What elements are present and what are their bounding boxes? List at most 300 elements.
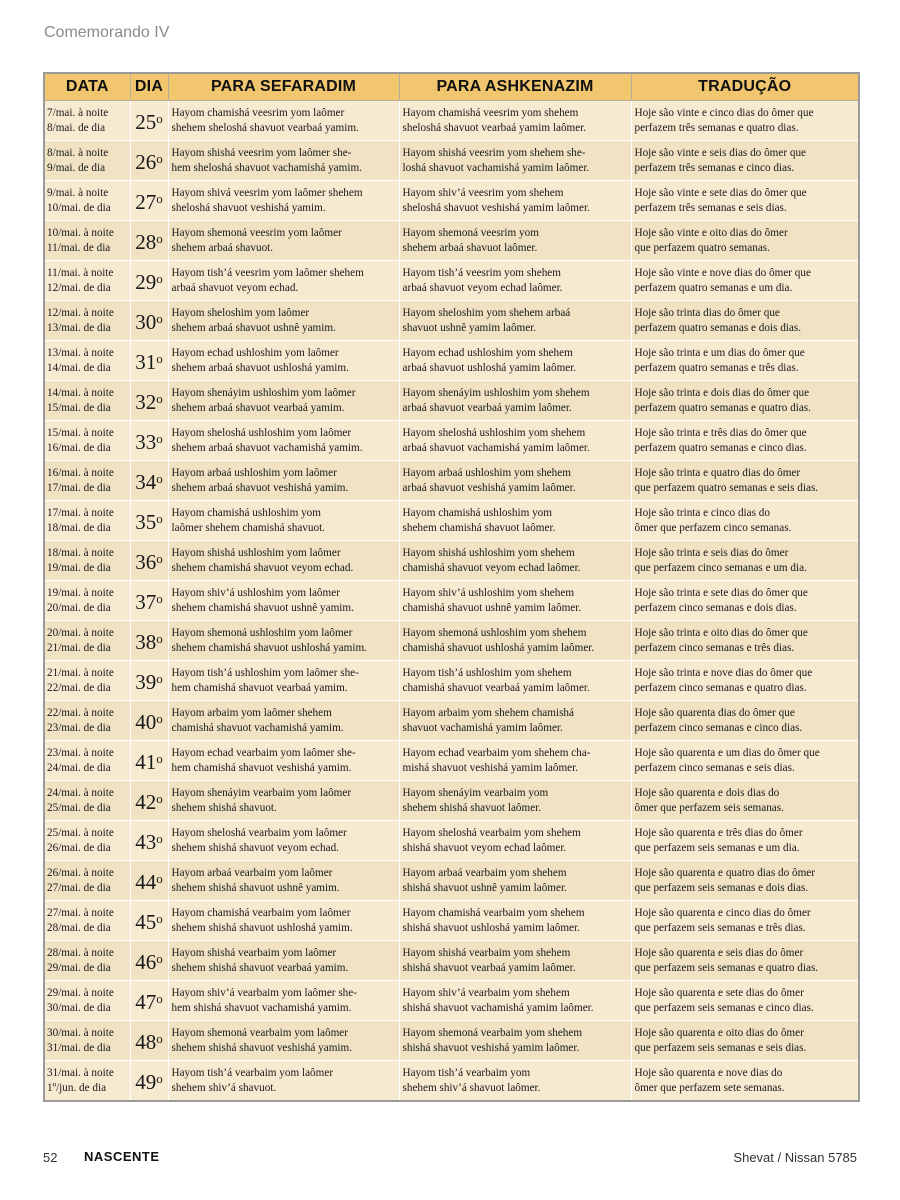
traducao-line: perfazem três semanas e quatro dias. xyxy=(634,121,799,134)
date-night: 31/mai. à noite xyxy=(47,1067,114,1079)
table-row xyxy=(44,541,859,581)
day-number-cell xyxy=(130,621,168,661)
table-row xyxy=(44,461,859,501)
traducao-line: Hoje são trinta dias do ômer que xyxy=(634,307,780,319)
ashkenazim-line: shavuot vachamishá yamim laômer. xyxy=(402,721,563,734)
traducao-cell xyxy=(631,581,859,621)
sefaradim-line: Hayom shenáyim vearbaim yom laômer xyxy=(171,787,352,799)
ashkenazim-line: shehem shishá shavuot laômer. xyxy=(402,801,542,814)
day-number-cell xyxy=(130,941,168,981)
date-day: 31/mai. de dia xyxy=(47,1041,111,1054)
day-number: 49 xyxy=(135,1069,157,1094)
omer-count-table xyxy=(43,72,860,1102)
traducao-line: Hoje são trinta e cinco dias do xyxy=(634,507,770,519)
ordinal-indicator: o xyxy=(156,710,163,726)
day-number-cell xyxy=(130,1021,168,1061)
day-number-cell xyxy=(130,981,168,1021)
ashkenazim-line: Hayom shishá vearbaim yom shehem xyxy=(402,947,571,959)
date-day: 12/mai. de dia xyxy=(47,281,111,294)
traducao-cell xyxy=(631,261,859,301)
date-cell xyxy=(44,381,130,421)
traducao-cell xyxy=(631,901,859,941)
ashkenazim-line: Hayom echad ushloshim yom shehem xyxy=(402,347,573,359)
day-number: 43 xyxy=(135,829,157,854)
table-row xyxy=(44,261,859,301)
date-cell xyxy=(44,621,130,661)
date-day: 23/mai. de dia xyxy=(47,721,111,734)
column-header-traducao: TRADUÇÃO xyxy=(631,73,859,101)
day-number: 26 xyxy=(135,149,157,174)
ashkenazim-cell xyxy=(399,421,631,461)
traducao-line: Hoje são trinta e três dias do ômer que xyxy=(634,427,807,439)
date-night: 22/mai. à noite xyxy=(47,707,114,719)
table-row xyxy=(44,981,859,1021)
ashkenazim-cell xyxy=(399,661,631,701)
ordinal-indicator: o xyxy=(156,550,163,566)
date-cell xyxy=(44,301,130,341)
table-row xyxy=(44,1061,859,1102)
sefaradim-cell xyxy=(168,141,399,181)
traducao-line: Hoje são quarenta e nove dias do xyxy=(634,1067,783,1079)
date-cell xyxy=(44,581,130,621)
sefaradim-line: Hayom sheloshim yom laômer xyxy=(171,307,310,319)
day-number-cell xyxy=(130,661,168,701)
traducao-line: perfazem quatro semanas e cinco dias. xyxy=(634,441,807,454)
traducao-cell xyxy=(631,1061,859,1102)
sefaradim-line: Hayom arbaá vearbaim yom laômer xyxy=(171,867,333,879)
date-night: 12/mai. à noite xyxy=(47,307,114,319)
date-cell xyxy=(44,101,130,141)
ashkenazim-line: shishá shavuot ushnê yamim laômer. xyxy=(402,881,567,894)
sefaradim-cell xyxy=(168,861,399,901)
date-cell xyxy=(44,421,130,461)
ashkenazim-cell xyxy=(399,821,631,861)
day-number-cell xyxy=(130,861,168,901)
traducao-line: Hoje são trinta e seis dias do ômer xyxy=(634,547,789,559)
table-row xyxy=(44,141,859,181)
ashkenazim-cell xyxy=(399,741,631,781)
traducao-line: ômer que perfazem seis semanas. xyxy=(634,801,784,814)
traducao-line: que perfazem cinco semanas e um dia. xyxy=(634,561,807,574)
date-day: 27/mai. de dia xyxy=(47,881,111,894)
traducao-cell xyxy=(631,541,859,581)
sefaradim-line: shehem arbaá shavuot ushnê yamim. xyxy=(171,321,336,334)
date-cell xyxy=(44,781,130,821)
traducao-line: que perfazem seis semanas e seis dias. xyxy=(634,1041,807,1054)
traducao-line: Hoje são vinte e sete dias do ômer que xyxy=(634,187,807,199)
date-day: 24/mai. de dia xyxy=(47,761,111,774)
ashkenazim-line: Hayom shishá veesrim yom shehem she- xyxy=(402,147,586,159)
day-number-cell xyxy=(130,421,168,461)
ashkenazim-cell xyxy=(399,1061,631,1102)
ashkenazim-line: arbaá shavuot veyom echad laômer. xyxy=(402,281,563,294)
ashkenazim-cell xyxy=(399,221,631,261)
table-row xyxy=(44,301,859,341)
day-number-cell xyxy=(130,341,168,381)
date-cell xyxy=(44,221,130,261)
day-number-cell xyxy=(130,541,168,581)
date-day: 18/mai. de dia xyxy=(47,521,111,534)
traducao-cell xyxy=(631,941,859,981)
day-number: 32 xyxy=(135,389,157,414)
ashkenazim-line: sheloshá shavuot vearbaá yamim laômer. xyxy=(402,121,587,134)
traducao-line: que perfazem seis semanas e cinco dias. xyxy=(634,1001,814,1014)
sefaradim-line: hem chamishá shavuot vearbaá yamim. xyxy=(171,681,348,694)
issue-label: Shevat / Nissan 5785 xyxy=(733,1150,857,1165)
ashkenazim-line: Hayom arbaá ushloshim yom shehem xyxy=(402,467,571,479)
table-row xyxy=(44,821,859,861)
day-number-cell xyxy=(130,781,168,821)
traducao-cell xyxy=(631,181,859,221)
sefaradim-cell xyxy=(168,381,399,421)
ashkenazim-line: Hayom shiv’á vearbaim yom shehem xyxy=(402,987,570,999)
ashkenazim-cell xyxy=(399,301,631,341)
sefaradim-cell xyxy=(168,101,399,141)
traducao-line: perfazem cinco semanas e quatro dias. xyxy=(634,681,807,694)
sefaradim-line: Hayom chamishá veesrim yom laômer xyxy=(171,107,345,119)
date-day: 25/mai. de dia xyxy=(47,801,111,814)
ashkenazim-cell xyxy=(399,581,631,621)
sefaradim-line: Hayom shishá vearbaim yom laômer xyxy=(171,947,337,959)
sefaradim-line: Hayom shiv’á vearbaim yom laômer she- xyxy=(171,987,357,999)
ashkenazim-cell xyxy=(399,501,631,541)
day-number-cell xyxy=(130,101,168,141)
sefaradim-line: hem sheloshá shavuot vachamishá yamim. xyxy=(171,161,362,174)
date-day: 17/mai. de dia xyxy=(47,481,111,494)
ordinal-indicator: o xyxy=(156,830,163,846)
date-night: 27/mai. à noite xyxy=(47,907,114,919)
sefaradim-cell xyxy=(168,421,399,461)
sefaradim-line: shehem shishá shavuot vearbaá yamim. xyxy=(171,961,349,974)
traducao-line: que perfazem quatro semanas. xyxy=(634,241,770,254)
table-row xyxy=(44,741,859,781)
traducao-line: perfazem cinco semanas e seis dias. xyxy=(634,761,795,774)
sefaradim-line: shehem shiv’á shavuot. xyxy=(171,1081,277,1094)
date-cell xyxy=(44,141,130,181)
date-day: 11/mai. de dia xyxy=(47,241,111,254)
day-number: 35 xyxy=(135,509,157,534)
ashkenazim-line: Hayom arbaim yom shehem chamishá xyxy=(402,707,574,719)
day-number: 30 xyxy=(135,309,157,334)
traducao-cell xyxy=(631,221,859,261)
day-number: 38 xyxy=(135,629,157,654)
day-number: 41 xyxy=(135,749,157,774)
ashkenazim-line: chamishá shavuot vearbaá yamim laômer. xyxy=(402,681,590,694)
sefaradim-cell xyxy=(168,781,399,821)
traducao-line: Hoje são quarenta dias do ômer que xyxy=(634,707,795,719)
ashkenazim-line: shishá shavuot veshishá yamim laômer. xyxy=(402,1041,580,1054)
table-row xyxy=(44,1021,859,1061)
table-header-row xyxy=(44,73,859,101)
day-number: 45 xyxy=(135,909,157,934)
traducao-cell xyxy=(631,661,859,701)
date-night: 24/mai. à noite xyxy=(47,787,114,799)
date-cell xyxy=(44,821,130,861)
traducao-line: Hoje são quarenta e seis dias do ômer xyxy=(634,947,804,959)
ordinal-indicator: o xyxy=(156,670,163,686)
ashkenazim-line: Hayom shemoná veesrim yom xyxy=(402,227,539,239)
ashkenazim-line: Hayom sheloshá vearbaim yom shehem xyxy=(402,827,581,839)
date-day: 9/mai. de dia xyxy=(47,161,106,174)
date-day: 20/mai. de dia xyxy=(47,601,111,614)
sefaradim-line: shehem arbaá shavuot veshishá yamim. xyxy=(171,481,349,494)
column-header-ashkenazim: PARA ASHKENAZIM xyxy=(399,73,631,101)
ordinal-indicator: o xyxy=(156,350,163,366)
traducao-line: perfazem cinco semanas e dois dias. xyxy=(634,601,797,614)
traducao-line: Hoje são quarenta e oito dias do ômer xyxy=(634,1027,804,1039)
table-row xyxy=(44,901,859,941)
traducao-cell xyxy=(631,381,859,421)
day-number: 28 xyxy=(135,229,157,254)
sefaradim-line: laômer shehem chamishá shavuot. xyxy=(171,521,325,534)
ashkenazim-line: shehem arbaá shavuot laômer. xyxy=(402,241,538,254)
page-number: 52 xyxy=(43,1150,58,1165)
date-cell xyxy=(44,261,130,301)
sefaradim-line: Hayom chamishá ushloshim yom xyxy=(171,507,321,519)
sefaradim-line: hem shishá shavuot vachamishá yamim. xyxy=(171,1001,352,1014)
day-number-cell xyxy=(130,741,168,781)
traducao-line: perfazem quatro semanas e dois dias. xyxy=(634,321,802,334)
table-row xyxy=(44,381,859,421)
sefaradim-line: Hayom tish’á veesrim yom laômer shehem xyxy=(171,267,364,279)
day-number-cell xyxy=(130,461,168,501)
ashkenazim-line: Hayom shenáyim vearbaim yom xyxy=(402,787,549,799)
sefaradim-line: Hayom arbaá ushloshim yom laômer xyxy=(171,467,337,479)
table-row xyxy=(44,781,859,821)
sefaradim-cell xyxy=(168,941,399,981)
ashkenazim-line: shavuot ushnê yamim laômer. xyxy=(402,321,537,334)
day-number-cell xyxy=(130,181,168,221)
date-night: 21/mai. à noite xyxy=(47,667,114,679)
sefaradim-cell xyxy=(168,341,399,381)
date-day: 30/mai. de dia xyxy=(47,1001,111,1014)
day-number-cell xyxy=(130,1061,168,1102)
sefaradim-line: hem chamishá shavuot veshishá yamim. xyxy=(171,761,352,774)
sefaradim-cell xyxy=(168,701,399,741)
ashkenazim-line: Hayom chamishá ushloshim yom xyxy=(402,507,552,519)
ashkenazim-cell xyxy=(399,781,631,821)
date-cell xyxy=(44,181,130,221)
traducao-cell xyxy=(631,821,859,861)
ashkenazim-cell xyxy=(399,141,631,181)
sefaradim-line: Hayom shishá ushloshim yom laômer xyxy=(171,547,341,559)
ashkenazim-cell xyxy=(399,101,631,141)
date-night: 17/mai. à noite xyxy=(47,507,114,519)
table-body xyxy=(44,101,859,1102)
sefaradim-line: Hayom shishá veesrim yom laômer she- xyxy=(171,147,352,159)
table-row xyxy=(44,181,859,221)
ordinal-indicator: o xyxy=(156,270,163,286)
day-number: 37 xyxy=(135,589,157,614)
day-number-cell xyxy=(130,701,168,741)
sefaradim-line: shehem arbaá shavuot. xyxy=(171,241,274,254)
ashkenazim-cell xyxy=(399,261,631,301)
table-row xyxy=(44,701,859,741)
ashkenazim-line: Hayom shiv’á veesrim yom shehem xyxy=(402,187,564,199)
sefaradim-line: Hayom echad vearbaim yom laômer she- xyxy=(171,747,356,759)
ashkenazim-line: Hayom chamishá vearbaim yom shehem xyxy=(402,907,585,919)
ashkenazim-line: chamishá shavuot veyom echad laômer. xyxy=(402,561,581,574)
sefaradim-line: Hayom shenáyim ushloshim yom laômer xyxy=(171,387,356,399)
traducao-line: Hoje são quarenta e um dias do ômer que xyxy=(634,747,820,759)
ashkenazim-line: chamishá shavuot ushnê yamim laômer. xyxy=(402,601,582,614)
traducao-line: Hoje são quarenta e sete dias do ômer xyxy=(634,987,804,999)
ashkenazim-cell xyxy=(399,1021,631,1061)
date-night: 10/mai. à noite xyxy=(47,227,114,239)
day-number-cell xyxy=(130,301,168,341)
date-day: 8/mai. de dia xyxy=(47,121,106,134)
day-number-cell xyxy=(130,141,168,181)
date-cell xyxy=(44,981,130,1021)
ordinal-indicator: o xyxy=(156,1070,163,1086)
table-row xyxy=(44,941,859,981)
traducao-cell xyxy=(631,141,859,181)
sefaradim-cell xyxy=(168,821,399,861)
date-day: 29/mai. de dia xyxy=(47,961,111,974)
ashkenazim-cell xyxy=(399,541,631,581)
ashkenazim-line: mishá shavuot veshishá yamim laômer. xyxy=(402,761,579,774)
ordinal-indicator: o xyxy=(156,430,163,446)
date-cell xyxy=(44,501,130,541)
traducao-line: perfazem quatro semanas e três dias. xyxy=(634,361,799,374)
day-number-cell xyxy=(130,501,168,541)
day-number-cell xyxy=(130,221,168,261)
date-day: 26/mai. de dia xyxy=(47,841,111,854)
day-number: 39 xyxy=(135,669,157,694)
date-night: 19/mai. à noite xyxy=(47,587,114,599)
ashkenazim-line: Hayom echad vearbaim yom shehem cha- xyxy=(402,747,591,759)
ashkenazim-line: shishá shavuot vearbaá yamim laômer. xyxy=(402,961,576,974)
date-night: 29/mai. à noite xyxy=(47,987,114,999)
ashkenazim-cell xyxy=(399,381,631,421)
traducao-line: perfazem três semanas e seis dias. xyxy=(634,201,787,214)
traducao-line: que perfazem seis semanas e três dias. xyxy=(634,921,806,934)
traducao-line: que perfazem seis semanas e quatro dias. xyxy=(634,961,819,974)
sefaradim-cell xyxy=(168,581,399,621)
ashkenazim-line: Hayom shemoná ushloshim yom shehem xyxy=(402,627,587,639)
traducao-line: Hoje são trinta e sete dias do ômer que xyxy=(634,587,808,599)
day-number: 48 xyxy=(135,1029,157,1054)
traducao-line: Hoje são trinta e um dias do ômer que xyxy=(634,347,805,359)
sefaradim-line: shehem arbaá shavuot ushloshá yamim. xyxy=(171,361,349,374)
sefaradim-line: sheloshá shavuot veshishá yamim. xyxy=(171,201,326,214)
sefaradim-cell xyxy=(168,661,399,701)
day-number: 34 xyxy=(135,469,157,494)
sefaradim-line: shehem shishá shavuot veshishá yamim. xyxy=(171,1041,353,1054)
sefaradim-line: Hayom echad ushloshim yom laômer xyxy=(171,347,339,359)
date-day: 21/mai. de dia xyxy=(47,641,111,654)
traducao-line: ômer que perfazem sete semanas. xyxy=(634,1081,785,1094)
day-number: 44 xyxy=(135,869,157,894)
date-day: 15/mai. de dia xyxy=(47,401,111,414)
traducao-line: que perfazem seis semanas e um dia. xyxy=(634,841,800,854)
sefaradim-cell xyxy=(168,221,399,261)
date-day: 10/mai. de dia xyxy=(47,201,111,214)
magazine-logo: NASCENTE xyxy=(84,1149,160,1164)
sefaradim-line: Hayom sheloshá ushloshim yom laômer xyxy=(171,427,352,439)
day-number: 25 xyxy=(135,109,157,134)
ordinal-indicator: o xyxy=(156,590,163,606)
ordinal-indicator: o xyxy=(156,630,163,646)
date-night: 16/mai. à noite xyxy=(47,467,114,479)
sefaradim-line: Hayom shiv’á ushloshim yom laômer xyxy=(171,587,340,599)
day-number-cell xyxy=(130,901,168,941)
date-night: 18/mai. à noite xyxy=(47,547,114,559)
table-row xyxy=(44,861,859,901)
day-number: 42 xyxy=(135,789,157,814)
date-day: 19/mai. de dia xyxy=(47,561,111,574)
sefaradim-line: Hayom shemoná veesrim yom laômer xyxy=(171,227,342,239)
traducao-line: Hoje são trinta e nove dias do ômer que xyxy=(634,667,813,679)
day-number-cell xyxy=(130,381,168,421)
ashkenazim-line: arbaá shavuot vachamishá yamim laômer. xyxy=(402,441,590,454)
traducao-line: Hoje são trinta e dois dias do ômer que xyxy=(634,387,810,399)
traducao-line: Hoje são vinte e oito dias do ômer xyxy=(634,227,788,239)
ashkenazim-line: Hayom shemoná vearbaim yom shehem xyxy=(402,1027,583,1039)
sefaradim-cell xyxy=(168,541,399,581)
date-cell xyxy=(44,541,130,581)
traducao-line: que perfazem seis semanas e dois dias. xyxy=(634,881,809,894)
traducao-line: perfazem cinco semanas e cinco dias. xyxy=(634,721,803,734)
ordinal-indicator: o xyxy=(156,190,163,206)
date-cell xyxy=(44,661,130,701)
traducao-line: perfazem quatro semanas e um dia. xyxy=(634,281,793,294)
ordinal-indicator: o xyxy=(156,990,163,1006)
ashkenazim-line: Hayom tish’á vearbaim yom xyxy=(402,1067,531,1079)
sefaradim-line: shehem arbaá shavuot vearbaá yamim. xyxy=(171,401,345,414)
ashkenazim-line: Hayom sheloshá ushloshim yom shehem xyxy=(402,427,586,439)
ashkenazim-line: chamishá shavuot ushloshá yamim laômer. xyxy=(402,641,595,654)
ashkenazim-line: shehem shiv’á shavuot laômer. xyxy=(402,1081,541,1094)
ashkenazim-line: Hayom arbaá vearbaim yom shehem xyxy=(402,867,567,879)
date-night: 28/mai. à noite xyxy=(47,947,114,959)
table-row xyxy=(44,581,859,621)
date-night: 11/mai. à noite xyxy=(47,267,114,279)
sefaradim-cell xyxy=(168,741,399,781)
table-row xyxy=(44,501,859,541)
sefaradim-cell xyxy=(168,461,399,501)
day-number: 31 xyxy=(135,349,157,374)
sefaradim-cell xyxy=(168,621,399,661)
sefaradim-cell xyxy=(168,261,399,301)
sefaradim-line: Hayom tish’á ushloshim yom laômer she- xyxy=(171,667,359,679)
date-day: 14/mai. de dia xyxy=(47,361,111,374)
sefaradim-cell xyxy=(168,1061,399,1102)
date-day: 16/mai. de dia xyxy=(47,441,111,454)
ashkenazim-line: Hayom shiv’á ushloshim yom shehem xyxy=(402,587,575,599)
ashkenazim-cell xyxy=(399,461,631,501)
traducao-line: Hoje são vinte e nove dias do ômer que xyxy=(634,267,811,279)
ashkenazim-line: shishá shavuot veyom echad laômer. xyxy=(402,841,567,854)
column-header-data: DATA xyxy=(44,73,130,101)
traducao-line: que perfazem quatro semanas e seis dias. xyxy=(634,481,819,494)
traducao-line: Hoje são trinta e quatro dias do ômer xyxy=(634,467,801,479)
traducao-line: Hoje são vinte e seis dias do ômer que xyxy=(634,147,806,159)
ashkenazim-line: Hayom sheloshim yom shehem arbaá xyxy=(402,307,571,319)
traducao-cell xyxy=(631,781,859,821)
ordinal-indicator: o xyxy=(156,470,163,486)
sefaradim-cell xyxy=(168,301,399,341)
date-night: 23/mai. à noite xyxy=(47,747,114,759)
ashkenazim-cell xyxy=(399,861,631,901)
table-row xyxy=(44,661,859,701)
ordinal-indicator: o xyxy=(156,110,163,126)
sefaradim-line: Hayom shemoná vearbaim yom laômer xyxy=(171,1027,348,1039)
traducao-cell xyxy=(631,861,859,901)
sefaradim-line: arbaá shavuot veyom echad. xyxy=(171,281,299,294)
sefaradim-line: chamishá shavuot vachamishá yamim. xyxy=(171,721,344,734)
day-number: 36 xyxy=(135,549,157,574)
